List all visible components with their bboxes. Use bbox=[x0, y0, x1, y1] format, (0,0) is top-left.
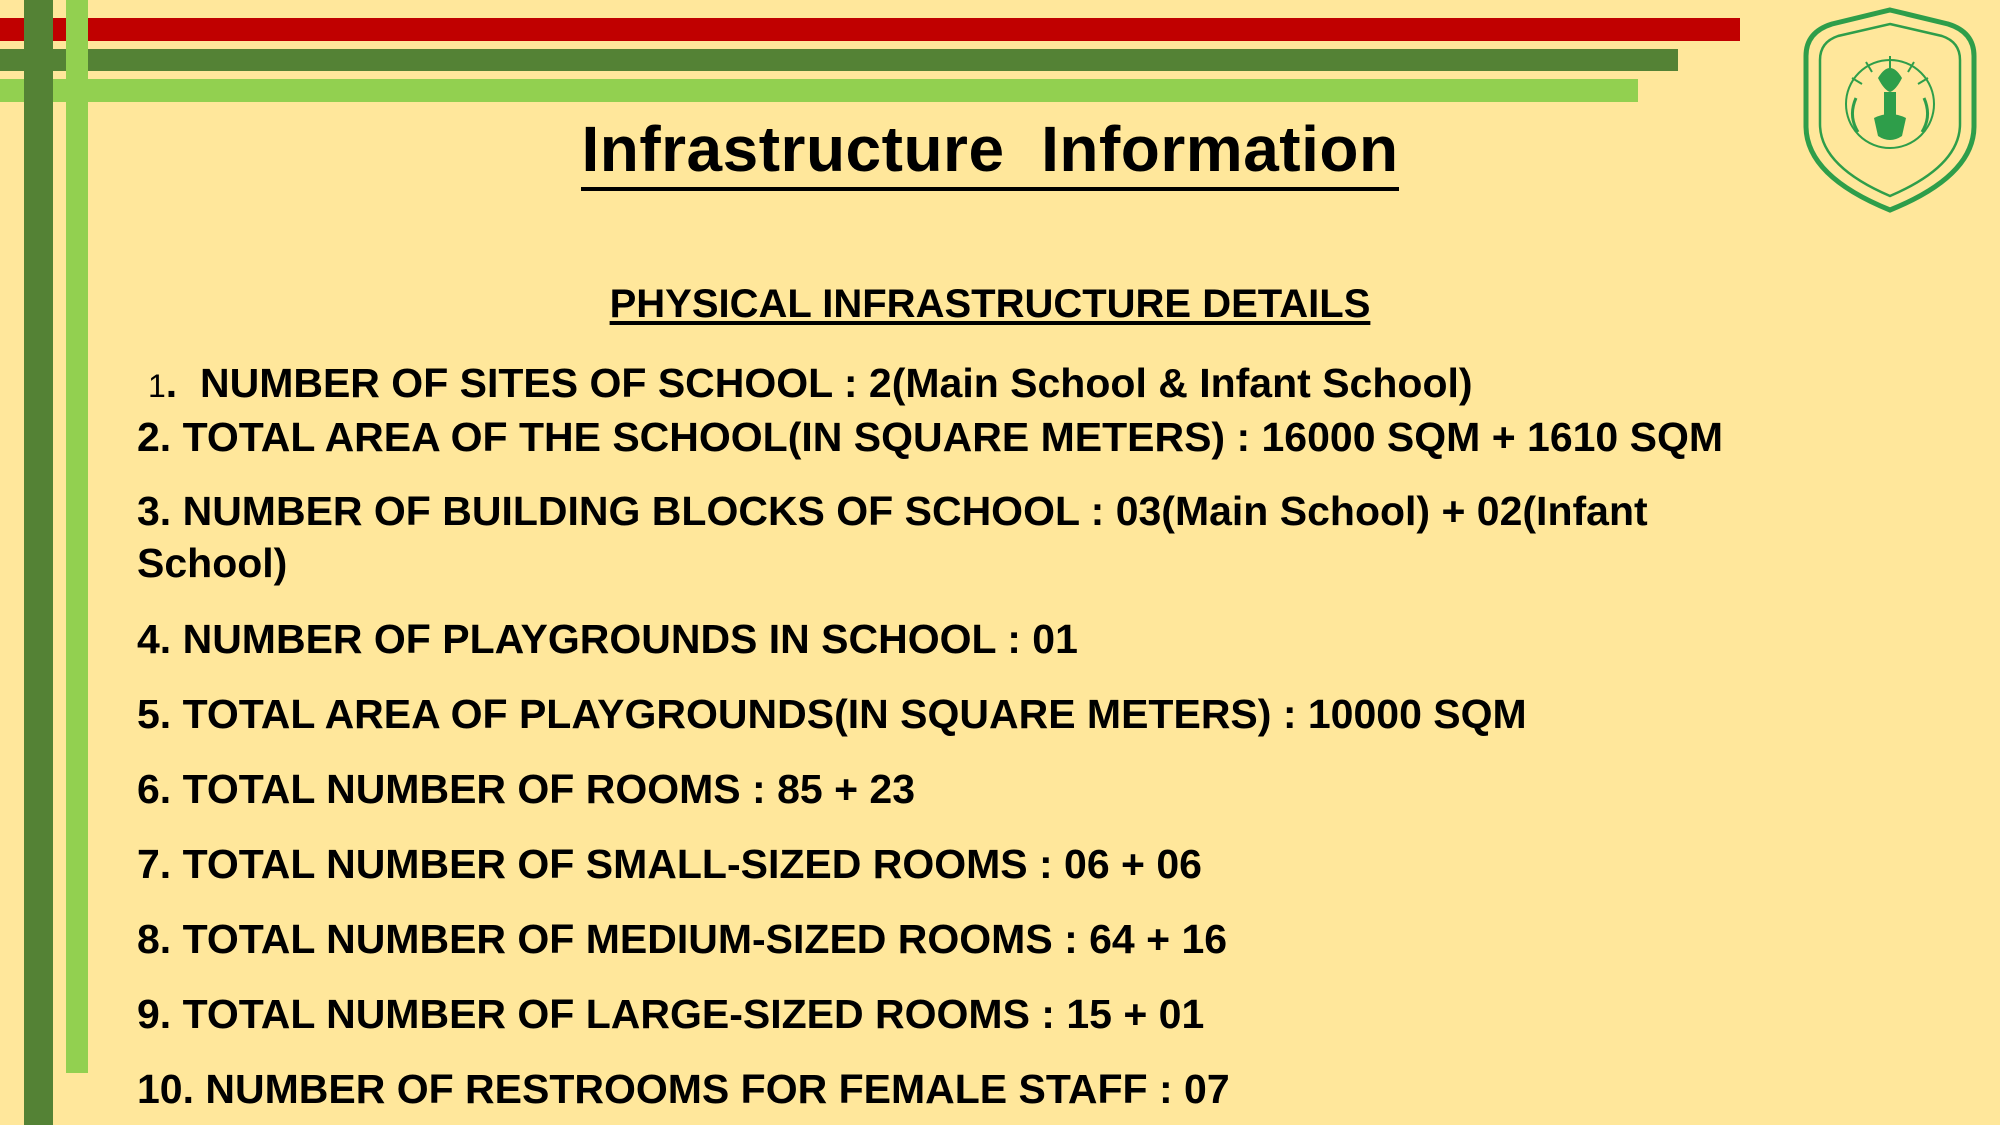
list-item-number: 1 bbox=[148, 368, 166, 404]
list-item-text: NUMBER OF RESTROOMS FOR FEMALE STAFF : 07 bbox=[194, 1066, 1230, 1112]
list-item bbox=[137, 1063, 1777, 1115]
list-item bbox=[137, 988, 1777, 1040]
list-item bbox=[137, 613, 1777, 665]
red-stripe bbox=[0, 18, 1740, 41]
list-item bbox=[137, 411, 1777, 463]
list-item-text: TOTAL NUMBER OF MEDIUM-SIZED ROOMS : 64 + 16 bbox=[171, 916, 1228, 962]
dark-green-stripe bbox=[0, 49, 1678, 71]
list-item bbox=[137, 838, 1777, 890]
list-item bbox=[137, 913, 1777, 965]
list-item-number: 9. bbox=[137, 991, 172, 1037]
list-item-number: 8. bbox=[137, 916, 172, 962]
list-item-number: 5. bbox=[137, 691, 172, 737]
list-item-number: 3. bbox=[137, 488, 172, 534]
list-item-number: 2. bbox=[137, 414, 172, 460]
list-item-text: NUMBER OF BUILDING BLOCKS OF SCHOOL : 03(Main School) + 02(Infant School) bbox=[137, 488, 1648, 586]
list-item-number: 4. bbox=[137, 616, 172, 662]
list-item-text: TOTAL AREA OF THE SCHOOL(IN SQUARE METERS) : 16000 SQM + 1610 SQM bbox=[171, 414, 1724, 460]
list-item bbox=[148, 357, 1788, 412]
list-item-text: TOTAL NUMBER OF SMALL-SIZED ROOMS : 06 + 06 bbox=[171, 841, 1202, 887]
list-item bbox=[137, 763, 1777, 815]
list-item-number: 10. bbox=[137, 1066, 194, 1112]
list-item-separator: . bbox=[165, 360, 178, 406]
list-item-number: 6. bbox=[137, 766, 172, 812]
list-item bbox=[137, 485, 1777, 589]
list-item-text: NUMBER OF PLAYGROUNDS IN SCHOOL : 01 bbox=[171, 616, 1078, 662]
list-item-text: NUMBER OF SITES OF SCHOOL : 2(Main School & Infant School) bbox=[177, 360, 1473, 406]
list-item-text: TOTAL NUMBER OF LARGE-SIZED ROOMS : 15 + 01 bbox=[171, 991, 1205, 1037]
page-title bbox=[0, 112, 1980, 186]
list-item bbox=[137, 688, 1777, 740]
list-item-text: TOTAL NUMBER OF ROOMS : 85 + 23 bbox=[171, 766, 916, 812]
light-green-stripe bbox=[0, 79, 1638, 102]
list-item-number: 7. bbox=[137, 841, 172, 887]
page-title-text: Infrastructure Information bbox=[581, 113, 1398, 191]
section-subtitle: PHYSICAL INFRASTRUCTURE DETAILS bbox=[609, 282, 1371, 326]
list-item-text: TOTAL AREA OF PLAYGROUNDS(IN SQUARE METERS) : 10000 SQM bbox=[171, 691, 1527, 737]
